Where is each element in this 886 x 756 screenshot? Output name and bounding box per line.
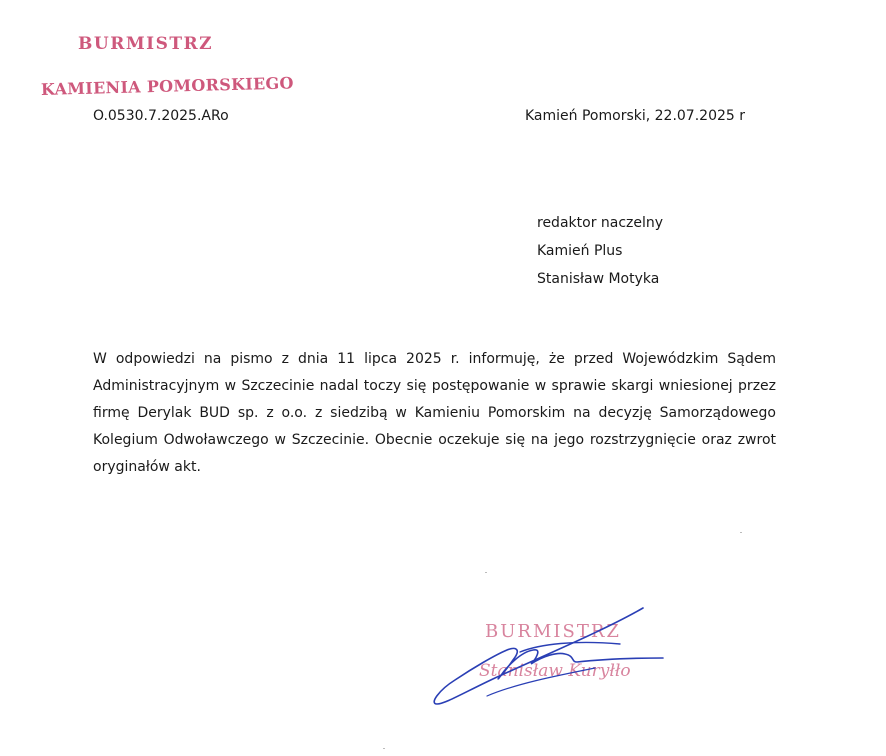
- recipient-organization: Kamień Plus: [537, 243, 623, 259]
- reference-number: O.0530.7.2025.ARo: [93, 108, 229, 124]
- signature-stamp-name: Stanisław Kuryłło: [479, 661, 631, 681]
- header-stamp-office: KAMIENIA POMORSKIEGO: [40, 73, 294, 99]
- handwritten-signature: [425, 600, 685, 710]
- header-stamp-title: BURMISTRZ: [78, 34, 214, 54]
- scan-speck: [383, 748, 385, 749]
- letter-body: W odpowiedzi na pismo z dnia 11 lipca 2025 r. informuję, że przed Wojewódzkim Sądem Administracyjnym w Szczecinie nadal toczy się postępowanie w sprawie skargi wniesionej przez firmę Derylak BUD sp. z o.o. z siedzibą w Kamieniu Pomorskim na decyzję Samorządowego Kolegium Odwoławczego w Szczecinie. Obecnie oczekuje się na jego rozstrzygnięcie oraz zwrot oryginałów akt.: [93, 351, 776, 475]
- scan-speck: [740, 532, 742, 533]
- scan-speck: [485, 572, 487, 573]
- place-and-date: Kamień Pomorski, 22.07.2025 r: [525, 108, 746, 124]
- recipient-name: Stanisław Motyka: [537, 271, 660, 287]
- signature-stamp-title: BURMISTRZ: [485, 621, 621, 642]
- recipient-role: redaktor naczelny: [537, 215, 664, 231]
